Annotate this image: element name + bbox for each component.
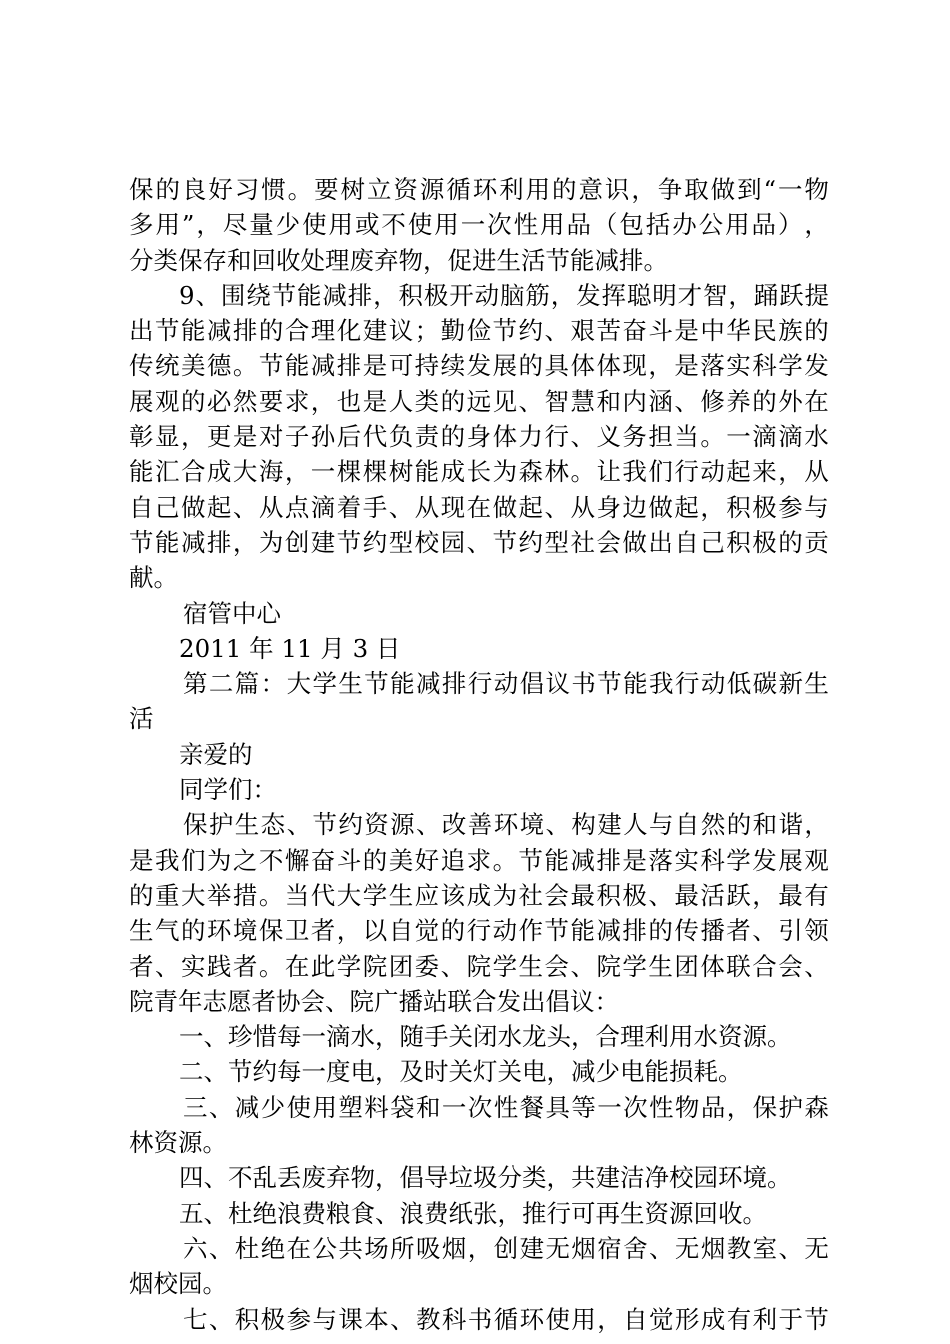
list-item: 七 、 积 极 参 与 课 本 、 教 科 书 循 环 使 用 ， 自 觉 形 成 有 利 于 节: [183, 1304, 829, 1334]
text-line: 献。: [129, 563, 178, 593]
list-item: 一、珍惜每一滴水，随手关闭水龙头，合理利用水资源。: [179, 1022, 792, 1052]
text-line: 能 汇 合 成 大 海 ， 一 棵 棵 树 能 成 长 为 森 林 。 让 我 们 行 动 起 来 ， 从: [129, 457, 829, 487]
text-line: 9 、 围 绕 节 能 减 排 ， 积 极 开 动 脑 筋 ， 发 挥 聪 明 才 智 ， 踊 跃 提: [179, 280, 829, 310]
text-line: 多 用 ” ， 尽 量 少 使 用 或 不 使 用 一 次 性 用 品 （ 包 括 办 公 用 品 ） ，: [129, 210, 829, 240]
text-line: 传 统 美 德 。 节 能 减 排 是 可 持 续 发 展 的 具 体 体 现 ， 是 落 实 科 学 发: [129, 351, 829, 381]
list-item-continuation: 烟校园。: [129, 1269, 227, 1299]
date-line: 2011 年 11 月 3 日: [179, 633, 401, 663]
text-line: 分类保存和回收处理废弃物，促进生活节能减排。: [129, 245, 668, 275]
signature-line: 宿管中心: [183, 598, 281, 628]
text-line: 院青年志愿者协会、院广播站联合发出倡议：: [129, 986, 619, 1016]
text-line: 彰 显 ， 更 是 对 子 孙 后 代 负 责 的 身 体 力 行 、 义 务 担 当 。 一 滴 滴 水: [129, 422, 829, 452]
text-line: 保 护 生 态 、 节 约 资 源 、 改 善 环 境 、 构 建 人 与 自 然 的 和 谐 ，: [183, 810, 829, 840]
list-item-continuation: 林资源。: [129, 1128, 227, 1158]
text-line: 的 重 大 举 措 。 当 代 大 学 生 应 该 成 为 社 会 最 积 极 、 最 活 跃 ， 最 有: [129, 880, 829, 910]
list-item: 六 、 杜 绝 在 公 共 场 所 吸 烟 ， 创 建 无 烟 宿 舍 、 无 烟 教 室 、 无: [183, 1233, 829, 1263]
section-title-line: 活: [129, 704, 154, 734]
text-line: 生 气 的 环 境 保 卫 者 ， 以 自 觉 的 行 动 作 节 能 减 排 的 传 播 者 、 引 领: [129, 916, 829, 946]
section-title-line: 第 二 篇 ： 大 学 生 节 能 减 排 行 动 倡 议 书 节 能 我 行 动 低 碳 新 生: [183, 669, 829, 699]
text-line: 保 的 良 好 习 惯 。 要 树 立 资 源 循 环 利 用 的 意 识 ， 争 取 做 到 “ 一 物: [129, 175, 829, 204]
text-line: 自 己 做 起 、 从 点 滴 着 手 、 从 现 在 做 起 、 从 身 边 做 起 ， 积 极 参 与: [129, 492, 829, 522]
text-line: 展 观 的 必 然 要 求 ， 也 是 人 类 的 远 见 、 智 慧 和 内 涵 、 修 养 的 外 在: [129, 386, 829, 416]
list-item: 五、杜绝浪费粮食、浪费纸张，推行可再生资源回收。: [179, 1198, 767, 1228]
text-line: 出 节 能 减 排 的 合 理 化 建 议 ； 勤 俭 节 约 、 艰 苦 奋 斗 是 中 华 民 族 的: [129, 316, 829, 346]
text-line: 是 我 们 为 之 不 懈 奋 斗 的 美 好 追 求 。 节 能 减 排 是 落 实 科 学 发 展 观: [129, 845, 829, 875]
salutation-line: 同学们：: [179, 775, 277, 805]
list-item: 二、节约每一度电，及时关灯关电，减少电能损耗。: [179, 1057, 743, 1087]
text-line: 节 能 减 排 ， 为 创 建 节 约 型 校 园 、 节 约 型 社 会 做 出 自 己 积 极 的 贡: [129, 527, 829, 557]
document-body: [129, 172, 829, 1337]
salutation-line: 亲爱的: [179, 739, 253, 769]
list-item: 四、不乱丢废弃物，倡导垃圾分类，共建洁净校园环境。: [179, 1163, 792, 1193]
list-item: 三 、 减 少 使 用 塑 料 袋 和 一 次 性 餐 具 等 一 次 性 物 品 ， 保 护 森: [183, 1092, 829, 1122]
text-line: 者 、 实 践 者 。 在 此 学 院 团 委 、 院 学 生 会 、 院 学 生 团 体 联 合 会 、: [129, 951, 829, 981]
